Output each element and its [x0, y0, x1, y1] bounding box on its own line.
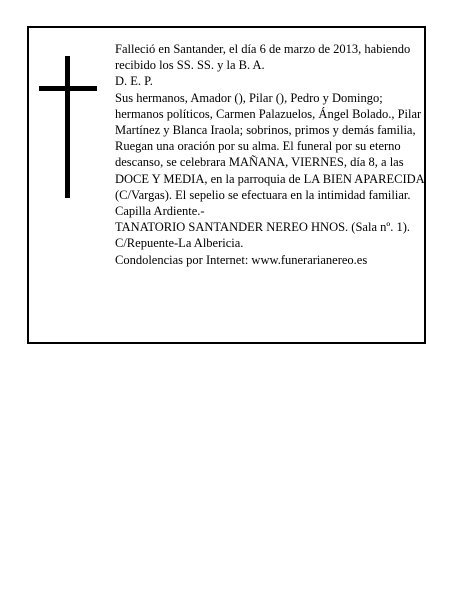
cross-vertical-bar: [65, 56, 70, 198]
death-announcement: Falleció en Santander, el día 6 de marzo de 2013, habiendo recibido los SS. SS. y la B. A.: [115, 42, 411, 73]
obituary-notice: [27, 26, 426, 344]
cross-icon: [39, 56, 97, 198]
notice-body: [115, 41, 425, 268]
funeral-details: Ruegan una oración por su alma. El funeral por su eterno descanso, se celebrara MAÑANA, VIERNES, día 8, a las DOCE Y MEDIA, en la parroquia de LA BIEN APARECIDA (C/Vargas). El sepelio se efectuara en la intimidad familiar. Capilla Ardiente.-: [115, 139, 424, 219]
cross-horizontal-bar: [39, 86, 97, 91]
condolences-line: Condolencias por Internet: www.funerarianereo.es: [115, 252, 368, 267]
family-list: Sus hermanos, Amador (), Pilar (), Pedro y Domingo; hermanos políticos, Carmen Palazuelos, Ángel Bolado., Pilar Martínez y Blanca Iraola; sobrinos, primos y demás familia,: [115, 90, 422, 138]
funeral-home: TANATORIO SANTANDER NEREO HNOS. (Sala nº. 1). C/Repuente-La Albericia.: [115, 220, 411, 251]
rest-in-peace: D. E. P.: [115, 74, 153, 89]
